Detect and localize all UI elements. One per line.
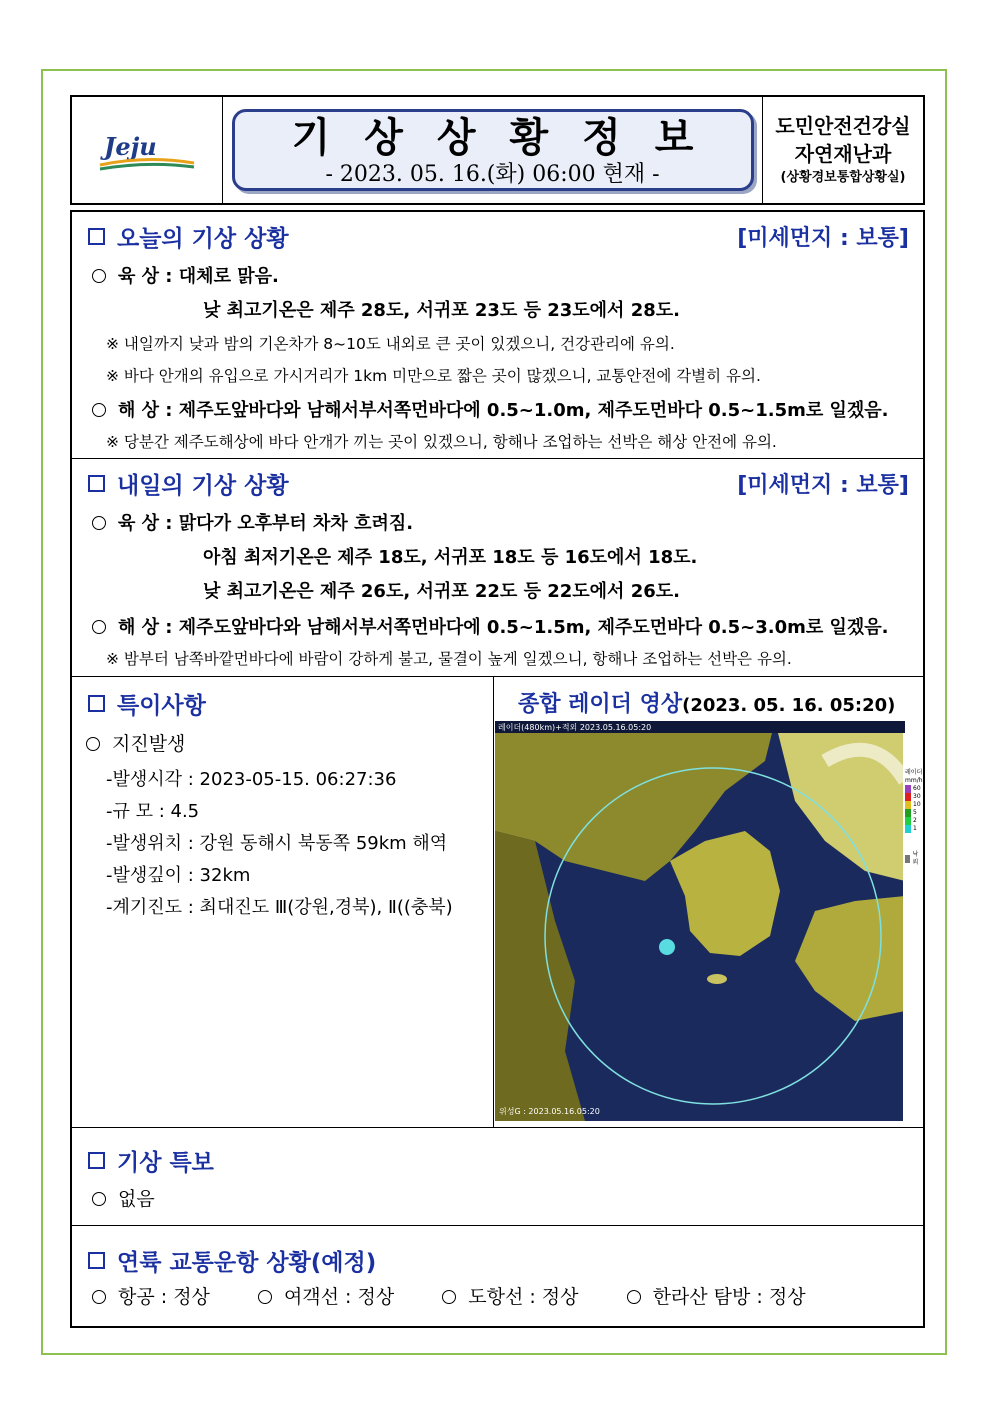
today-note-2: ※ 바다 안개의 유입으로 가시거리가 1km 미만으로 짧은 곳이 많겠으니, 교통안전에 각별히 유의. [106,367,761,385]
report-body [70,210,925,1328]
quake-title: 지진발생 [112,733,186,755]
today-title: 오늘의 기상 상황 [117,226,289,252]
today-land-temp: 낮 최고기온은 제주 28도, 서귀포 23도 등 23도에서 28도. [203,300,680,321]
quake-intensity: -계기진도 : 최대진도 Ⅲ(강원,경북), Ⅱ((충북) [106,897,453,918]
checkbox-icon [88,228,105,245]
circle-icon [627,1290,641,1304]
tomorrow-land-text: 맑다가 오후부터 차차 흐려짐. [178,513,414,534]
radar-map-icon [495,721,905,1121]
quake-time: -발생시각 : 2023-05-15. 06:27:36 [106,769,397,790]
svg-text:Jeju: Jeju [104,132,157,161]
checkbox-icon [88,1152,105,1169]
today-note-3: ※ 당분간 제주도해상에 바다 안개가 끼는 곳이 있겠으니, 항해나 조업하는 선박은 해상 안전에 유의. [106,433,777,451]
legend-value: 2 [913,817,917,824]
legend-value: 30 [913,793,921,800]
satellite-label: 위성G : 2023.05.16.05:20 [499,1107,600,1116]
checkbox-icon [88,695,105,712]
circle-icon [92,269,106,283]
special-section [72,677,923,1128]
radar-date: (2023. 05. 16. 05:20) [682,695,896,716]
report-header [70,95,925,205]
department [763,97,923,203]
today-land-label: 육 상 : [118,266,173,287]
legend-value: 10 [913,801,921,808]
report-date: - 2023. 05. 16.(화) 06:00 현재 - [325,162,660,187]
quake-scale: -규 모 : 4.5 [106,801,200,822]
jeju-logo-icon [92,125,202,175]
traffic-ferry: 여객선 : 정상 [283,1286,395,1308]
traffic-title: 연륙 교통운항 상황(예정) [117,1250,377,1276]
legend-title: 레이더 [905,769,923,776]
today-dust: [미세먼지 : 보통] [737,226,909,251]
today-land-text: 대체로 맑음. [178,266,279,287]
tomorrow-land-label: 육 상 : [118,513,173,534]
quake-depth: -발생깊이 : 32km [106,865,251,886]
tomorrow-section [72,459,923,677]
tomorrow-day-temp: 낮 최고기온은 제주 26도, 서귀포 22도 등 22도에서 26도. [203,581,680,602]
radar-legend [905,769,923,867]
tomorrow-note-1: ※ 밤부터 남쪽바깥먼바다에 바람이 강하게 불고, 물결이 높게 일겠으니, 항해나 조업하는 선박은 유의. [106,650,792,668]
circle-icon [92,516,106,530]
today-sea-text: 제주도앞바다와 남해서부서쪽먼바다에 0.5~1.0m, 제주도먼바다 0.5~1.5m로 일겠음. [178,400,889,421]
dept-room: (상황경보통합상황실) [780,170,906,185]
warning-title: 기상 특보 [117,1150,214,1176]
circle-icon [92,1192,106,1206]
radar-image [495,721,905,1121]
circle-icon [92,620,106,634]
quake-location: -발생위치 : 강원 동해시 북동쪽 59km 해역 [106,833,448,854]
warning-section [72,1128,923,1226]
legend-value: 5 [913,809,917,816]
jeju-logo [72,97,223,203]
circle-icon [92,403,106,417]
warning-text: 없음 [118,1188,155,1210]
checkbox-icon [88,1252,105,1269]
legend-value: 60 [913,785,921,792]
circle-icon [86,737,100,751]
dept-division: 자연재난과 [794,142,892,166]
today-sea-label: 해 상 : [118,400,173,421]
tomorrow-title: 내일의 기상 상황 [117,473,289,499]
traffic-island: 도항선 : 정상 [468,1286,579,1308]
circle-icon [442,1290,456,1304]
legend-unit: mm/h [905,777,923,784]
traffic-air: 항공 : 정상 [118,1286,210,1308]
radar-label: 레이더(480km)+적외 2023.05.16.05:20 [498,723,652,732]
legend-value: 1 [913,825,917,832]
legend-lightning: 낙뢰 [912,851,919,866]
circle-icon [258,1290,272,1304]
today-note-1: ※ 내일까지 낮과 밤의 기온차가 8~10도 내외로 큰 곳이 있겠으니, 건강관리에 유의. [106,335,675,353]
circle-icon [92,1290,106,1304]
special-title: 특이사항 [117,693,206,719]
checkbox-icon [88,475,105,492]
traffic-hallasan: 한라산 탐방 : 정상 [652,1286,806,1308]
title-box [232,109,754,191]
dept-office: 도민안전건강실 [775,114,911,138]
tomorrow-morning-temp: 아침 최저기온은 제주 18도, 서귀포 18도 등 16도에서 18도. [203,547,698,568]
traffic-section [72,1226,923,1326]
tomorrow-sea-text: 제주도앞바다와 남해서부서쪽먼바다에 0.5~1.5m, 제주도먼바다 0.5~3.0m로 일겠음. [178,617,889,638]
today-section [72,212,923,459]
page-title: 기상상황정보 [291,114,728,161]
tomorrow-sea-label: 해 상 : [118,617,173,638]
radar-title: 종합 레이더 영상 [518,692,683,717]
tomorrow-dust: [미세먼지 : 보통] [737,473,909,498]
traffic-status [92,1282,848,1309]
